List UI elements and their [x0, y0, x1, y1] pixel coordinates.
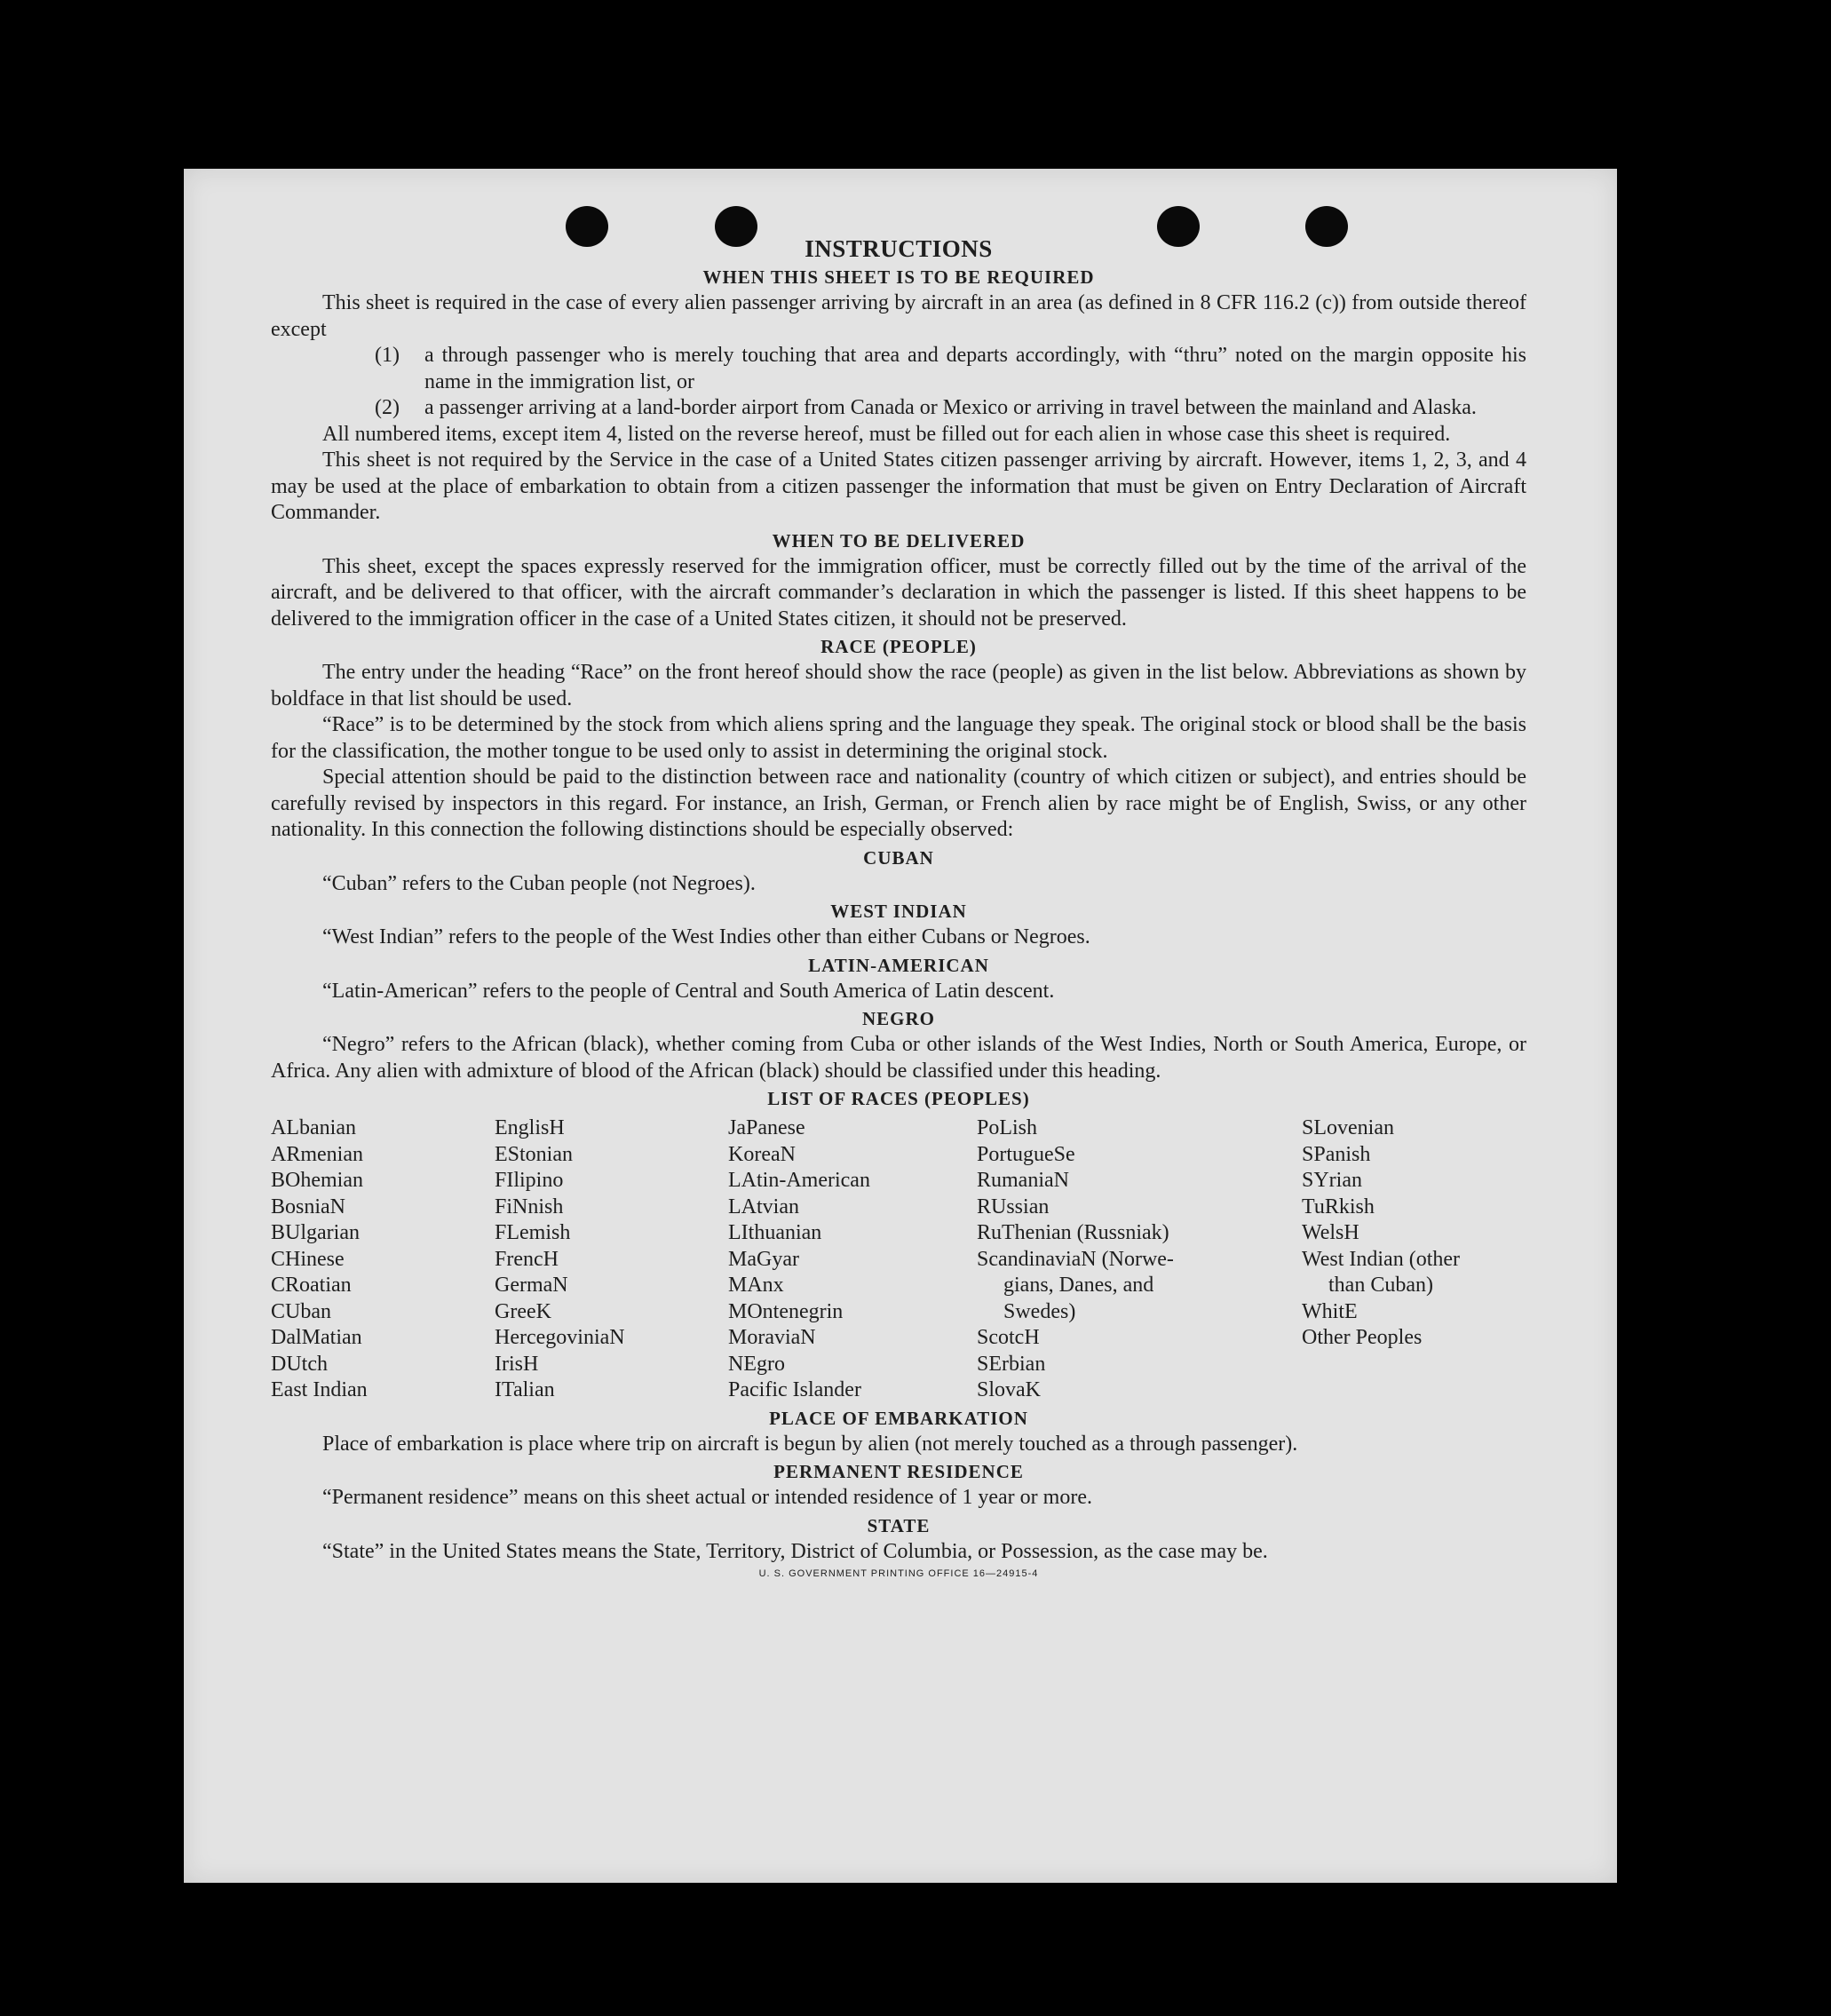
section-heading: NEGRO [861, 1008, 935, 1029]
race-entry: PoLish [977, 1116, 1038, 1139]
race-list [271, 1115, 1526, 1404]
paragraph: This sheet is required in the case of every alien passenger arriving by aircraft in an area (as defined in 8 CFR 116.2 (c)) from outside thereof except [271, 291, 1526, 341]
race-entry: CRoatian [271, 1274, 352, 1297]
race-entry: KoreaN [728, 1142, 796, 1166]
race-entry: SlovaK [977, 1378, 1041, 1401]
race-column [1302, 1115, 1526, 1404]
race-entry: DalMatian [271, 1326, 362, 1349]
race-entry: ARmenian [271, 1142, 363, 1166]
race-column [495, 1115, 728, 1404]
paragraph: Special attention should be paid to the distinction between race and nationality (country of which citizen or subject), and entries should be carefully revised by inspectors in this regard. For instance, an Irish, German, or French alien by race might be of English, Swiss, or any other nationality. In this connection the following distinctions should be especially observed: [271, 766, 1526, 841]
paragraph: Place of embarkation is place where trip on aircraft is begun by alien (not merely touched as a through passenger). [322, 1432, 1298, 1456]
race-entry: BOhemian [271, 1169, 363, 1192]
race-entry: than Cuban) [1328, 1274, 1433, 1297]
race-entry: WhitE [1302, 1299, 1358, 1323]
section-heading: WHEN THIS SHEET IS TO BE REQUIRED [702, 266, 1095, 288]
section-heading: LIST OF RACES (PEOPLES) [767, 1088, 1030, 1109]
race-entry: Other Peoples [1302, 1326, 1423, 1349]
document-content [271, 235, 1526, 1579]
page-title: INSTRUCTIONS [805, 235, 993, 262]
section-heading: CUBAN [863, 846, 934, 869]
paragraph: “West Indian” refers to the people of the West Indies other than either Cubans or Negroes. [322, 925, 1090, 948]
race-entry: EnglisH [495, 1116, 565, 1139]
race-column [728, 1115, 977, 1404]
race-entry: MaGyar [728, 1247, 799, 1271]
race-entry: ScandinaviaN (Norwe- [977, 1247, 1174, 1271]
race-entry: Swedes) [1003, 1299, 1076, 1323]
race-entry: ALbanian [271, 1116, 356, 1139]
race-entry: DUtch [271, 1352, 328, 1376]
item-number: (1) [375, 344, 400, 367]
race-entry: CHinese [271, 1247, 345, 1271]
race-entry: LIthuanian [728, 1221, 822, 1244]
race-entry: EStonian [495, 1142, 573, 1166]
section-heading: RACE (PEOPLE) [820, 636, 977, 657]
race-entry: MOntenegrin [728, 1299, 844, 1323]
race-entry: RumaniaN [977, 1169, 1069, 1192]
race-entry: BosniaN [271, 1195, 345, 1218]
paragraph: “Cuban” refers to the Cuban people (not Negroes). [322, 871, 756, 895]
race-entry: Pacific Islander [728, 1378, 861, 1401]
race-entry: SErbian [977, 1352, 1046, 1376]
race-column [977, 1115, 1302, 1404]
paragraph: “State” in the United States means the State, Territory, District of Columbia, or Possession, as the case may be. [322, 1539, 1268, 1563]
race-entry: MoraviaN [728, 1326, 816, 1349]
race-entry: GreeK [495, 1299, 551, 1323]
race-entry: CUban [271, 1299, 331, 1323]
race-entry: FLemish [495, 1221, 571, 1244]
race-entry: FrencH [495, 1247, 559, 1271]
list-item [375, 395, 1526, 422]
race-entry: East Indian [271, 1378, 368, 1401]
printer-imprint: U. S. GOVERNMENT PRINTING OFFICE 16—24915-4 [758, 1568, 1039, 1579]
item-text: a passenger arriving at a land-border airport from Canada or Mexico or arriving in travel between the mainland and Alaska. [424, 396, 1477, 419]
section-heading: WHEN TO BE DELIVERED [772, 529, 1026, 552]
race-entry: SYrian [1302, 1169, 1362, 1192]
race-entry: JaPanese [728, 1116, 805, 1139]
race-entry: RuThenian (Russniak) [977, 1221, 1169, 1244]
paragraph: This sheet, except the spaces expressly reserved for the immigration officer, must be correctly filled out by the time of the arrival of the aircraft, and be delivered to that officer, with the aircraft commander’s declaration in which the passenger is listed. If this sheet happens to be delivered to the immigration officer in the case of a United States citizen, it should not be preserved. [271, 554, 1526, 631]
race-entry: FIlipino [495, 1169, 564, 1192]
paragraph: “Race” is to be determined by the stock from which aliens spring and the language they speak. The original stock or blood shall be the basis for the classification, the mother tongue to be used only to assist in determining the original stock. [271, 713, 1526, 763]
item-number: (2) [375, 396, 400, 419]
race-entry: TuRkish [1302, 1195, 1375, 1218]
race-entry: BUlgarian [271, 1221, 360, 1244]
race-entry: SLovenian [1302, 1116, 1394, 1139]
race-entry: HercegoviniaN [495, 1326, 625, 1349]
item-text: a through passenger who is merely touching that area and departs accordingly, with “thru” noted on the margin opposite his name in the immigration list, or [424, 344, 1526, 393]
race-entry: MAnx [728, 1274, 784, 1297]
race-entry: ScotcH [977, 1326, 1040, 1349]
paragraph: “Permanent residence” means on this sheet actual or intended residence of 1 year or more. [322, 1486, 1092, 1509]
section-heading: WEST INDIAN [830, 901, 967, 922]
race-entry: RUssian [977, 1195, 1050, 1218]
race-entry: GermaN [495, 1274, 568, 1297]
race-column [271, 1115, 495, 1404]
section-heading: PERMANENT RESIDENCE [773, 1461, 1024, 1482]
paragraph: All numbered items, except item 4, listed on the reverse hereof, must be filled out for each alien in whose case this sheet is required. [322, 422, 1451, 446]
section-heading: STATE [867, 1514, 931, 1536]
document-sheet [184, 169, 1617, 1883]
race-entry: NEgro [728, 1352, 785, 1376]
paragraph: This sheet is not required by the Service in the case of a United States citizen passenger arriving by aircraft. However, items 1, 2, 3, and 4 may be used at the place of embarkation to obtain from a citizen passenger the information that must be given on Entry Declaration of Aircraft Commander. [271, 448, 1526, 524]
paragraph: “Latin-American” refers to the people of Central and South America of Latin descent. [322, 979, 1055, 1003]
race-entry: West Indian (other [1302, 1247, 1461, 1271]
race-entry: FiNnish [495, 1195, 564, 1218]
race-entry: ITalian [495, 1378, 555, 1401]
race-entry: IrisH [495, 1352, 539, 1376]
paragraph: The entry under the heading “Race” on the front hereof should show the race (people) as given in the list below. Abbreviations as shown by boldface in that list should be used. [271, 661, 1526, 710]
section-heading: PLACE OF EMBARKATION [769, 1407, 1028, 1429]
race-entry: WelsH [1302, 1221, 1359, 1244]
paragraph: “Negro” refers to the African (black), whether coming from Cuba or other islands of the West Indies, North or South America, Europe, or Africa. Any alien with admixture of blood of the African (black) should be classified under this heading. [271, 1033, 1526, 1083]
section-heading: LATIN-AMERICAN [808, 954, 989, 976]
race-entry: LAtvian [728, 1195, 799, 1218]
race-entry: SPanish [1302, 1142, 1371, 1166]
race-entry: PortugueSe [977, 1142, 1075, 1166]
race-entry: LAtin-American [728, 1169, 870, 1192]
race-entry: gians, Danes, and [1003, 1274, 1154, 1297]
list-item [375, 343, 1526, 395]
